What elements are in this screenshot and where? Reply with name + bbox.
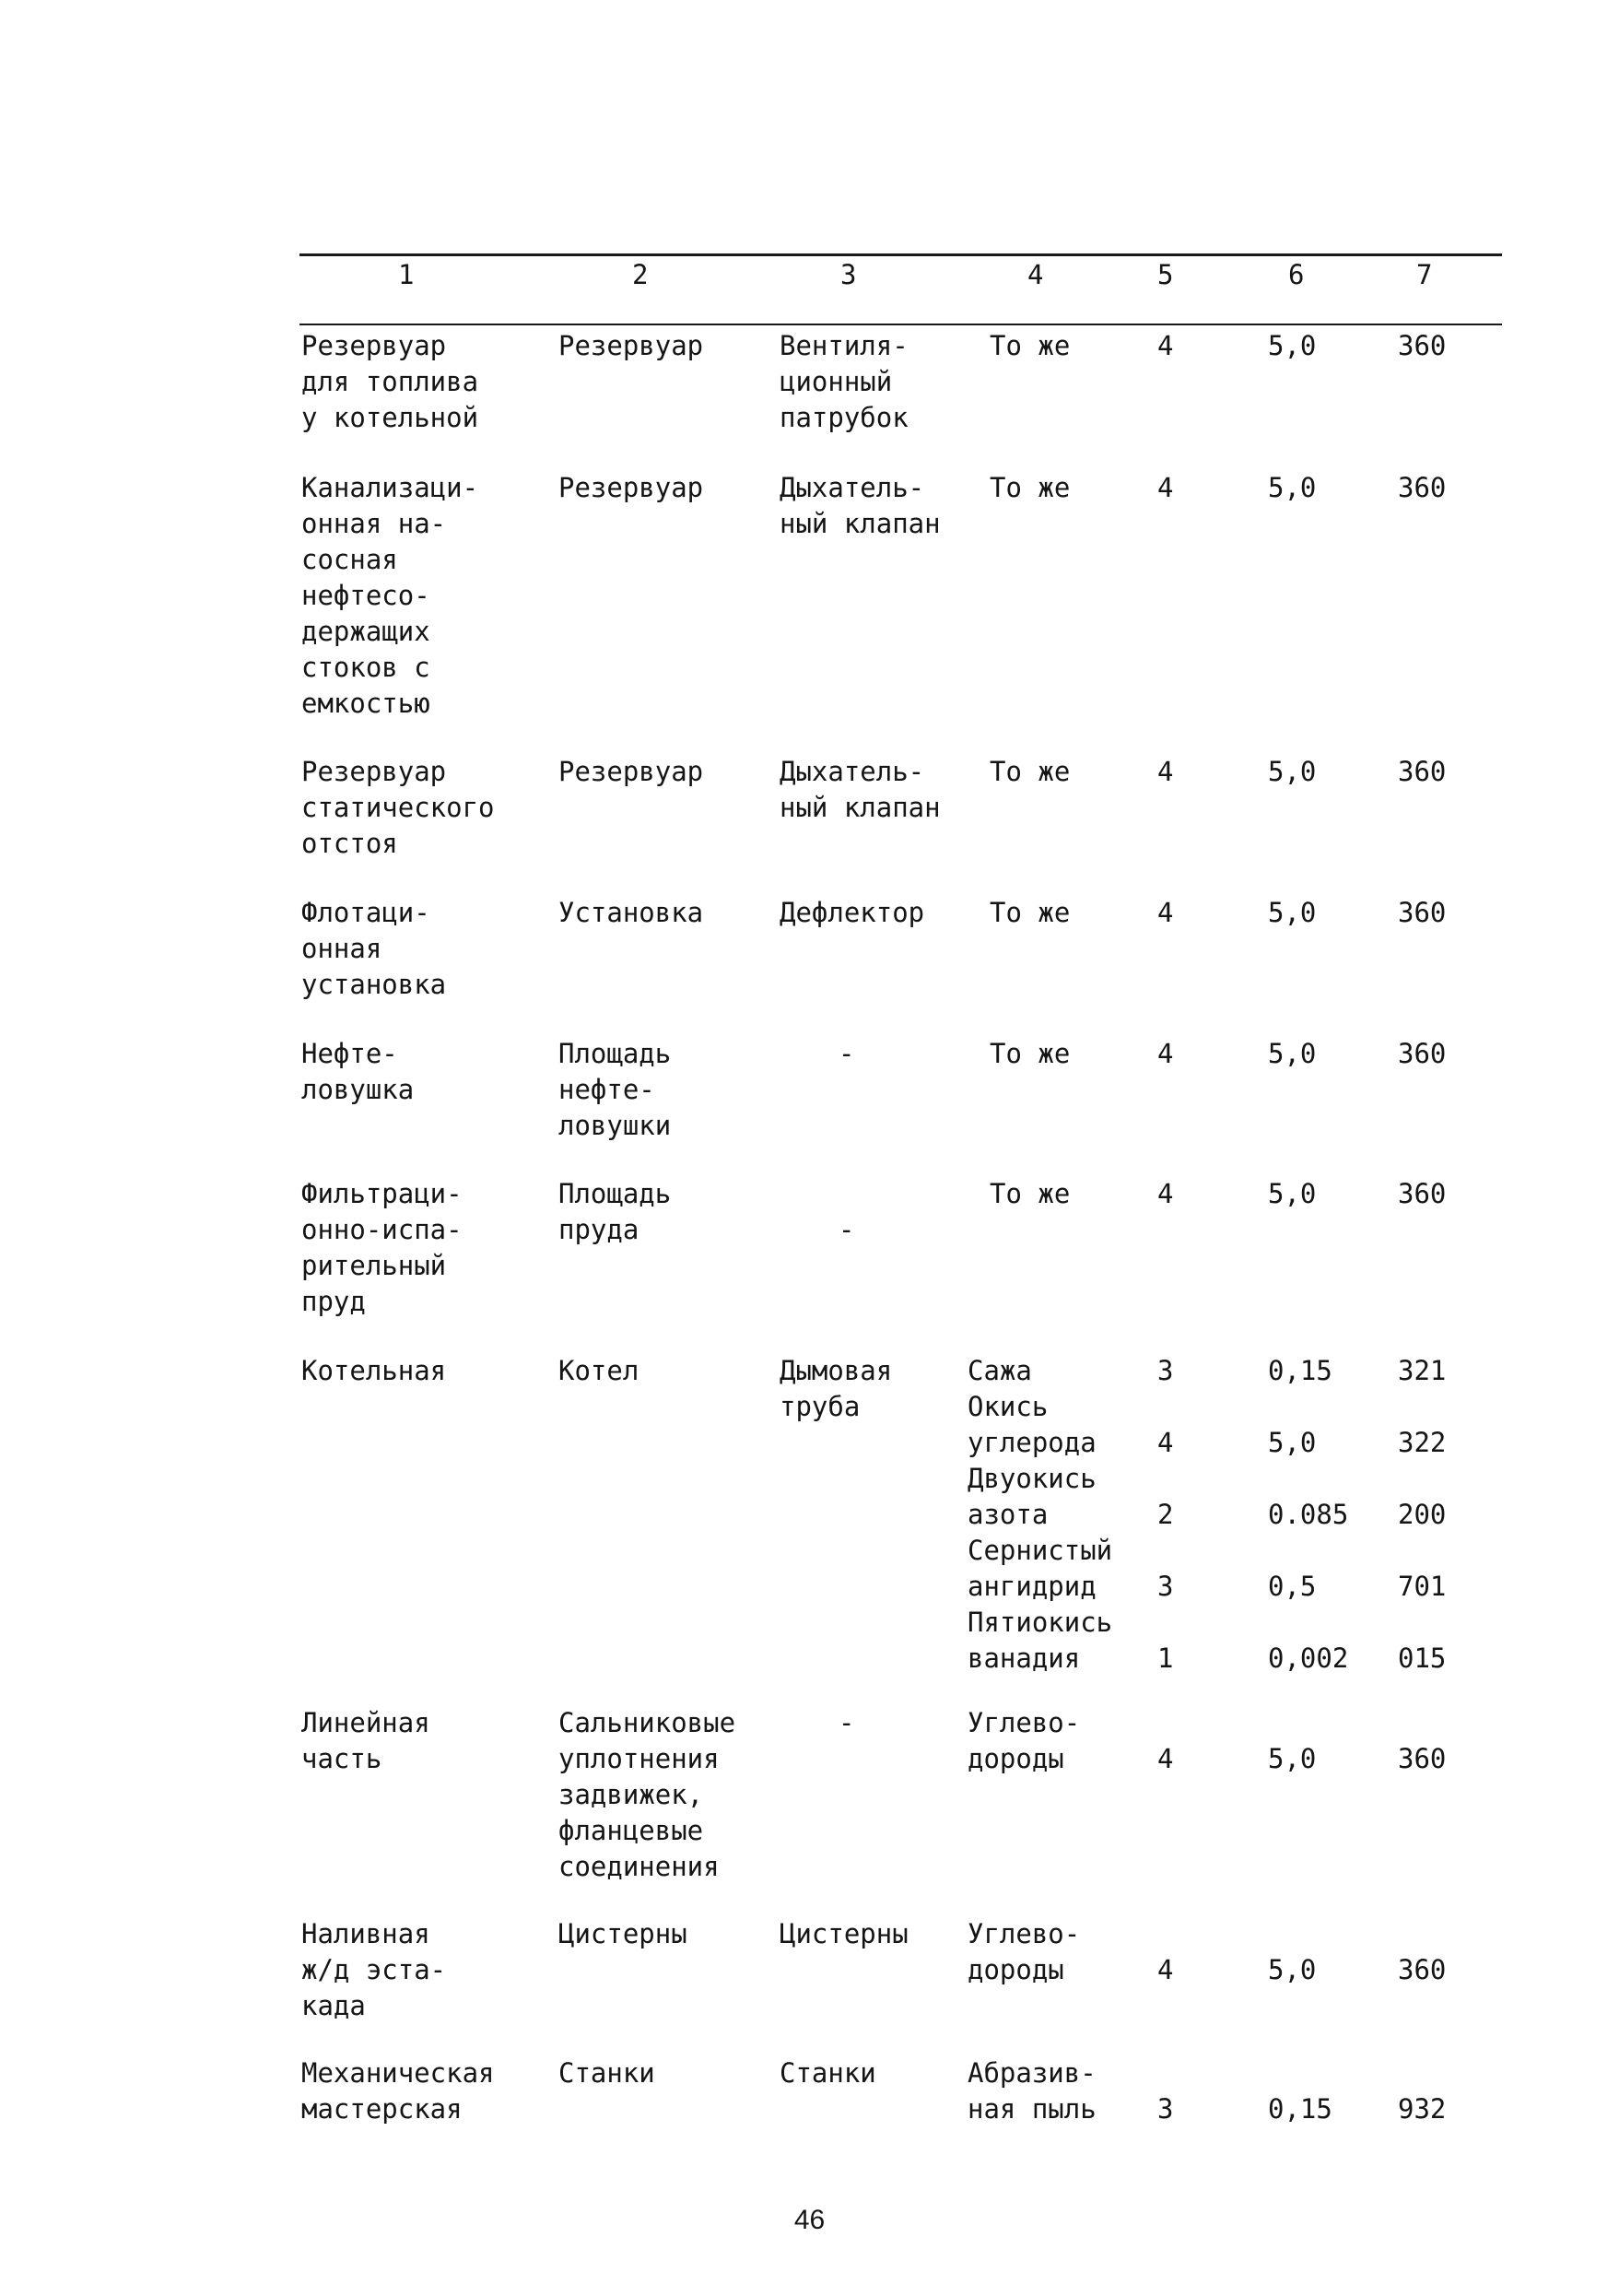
table-cell: 5,0 bbox=[1268, 897, 1317, 928]
header-col-2: 2 bbox=[632, 259, 649, 290]
table-cell: 932 bbox=[1398, 2093, 1447, 2125]
table-cell: Дыхатель- ный клапан bbox=[780, 756, 941, 823]
page-number: 46 bbox=[793, 2205, 826, 2235]
table-cell: 5,0 bbox=[1268, 330, 1317, 361]
table-cell: Вентиля- ционный патрубок bbox=[780, 330, 909, 433]
table-cell: Цистерны bbox=[558, 1918, 687, 1949]
table-cell: - bbox=[839, 1038, 855, 1069]
table-cell: Котел bbox=[558, 1355, 639, 1386]
table-cell: Резервуар bbox=[558, 472, 704, 503]
table-cell: 360 bbox=[1398, 1954, 1447, 1985]
table-cell: 360 bbox=[1398, 330, 1447, 361]
table-cell: 4 bbox=[1157, 1178, 1174, 1209]
table-cell: Абразив- ная пыль bbox=[968, 2057, 1097, 2125]
table-cell: Углево- дороды bbox=[968, 1918, 1081, 1985]
table-cell: Нефте- ловушка bbox=[301, 1038, 415, 1105]
table-cell: Площадь нефте- ловушки bbox=[558, 1038, 672, 1141]
header-col-5: 5 bbox=[1157, 259, 1174, 290]
table-cell: 4 bbox=[1157, 472, 1174, 503]
table-cell: 3 bbox=[1157, 2093, 1174, 2125]
header-col-1: 1 bbox=[398, 259, 415, 290]
header-col-4: 4 bbox=[1027, 259, 1044, 290]
table-cell: 360 bbox=[1398, 1743, 1447, 1774]
table-cell: Фильтраци- онно-испа- рительный пруд bbox=[301, 1178, 463, 1317]
table-cell: То же bbox=[990, 330, 1071, 361]
table-cell: Дыхатель- ный клапан bbox=[780, 472, 941, 539]
table-cell: Резервуар для топлива у котельной bbox=[301, 330, 479, 433]
table-cell: Наливная ж/д эста- када bbox=[301, 1918, 447, 2021]
table-cell: То же bbox=[990, 1178, 1071, 1209]
table-cell: 4 bbox=[1157, 756, 1174, 787]
table-cell: 0,15 5,0 0.085 0,5 0,002 bbox=[1268, 1355, 1349, 1674]
table-cell: Резервуар статического отстоя bbox=[301, 756, 495, 859]
table-cell: То же bbox=[990, 897, 1071, 928]
table-cell: Канализаци- онная на- сосная нефтесо- держащих стоков с емкостью bbox=[301, 472, 479, 719]
table-cell: Сальниковые уплотнения задвижек, фланцевые соединения bbox=[558, 1707, 736, 1882]
table-cell: То же bbox=[990, 1038, 1071, 1069]
table-cell: 321 322 200 701 015 bbox=[1398, 1355, 1447, 1674]
header-col-7: 7 bbox=[1416, 259, 1433, 290]
table-cell: Углево- дороды bbox=[968, 1707, 1081, 1774]
table-cell: 360 bbox=[1398, 472, 1447, 503]
table-cell: Площадь пруда bbox=[558, 1178, 672, 1245]
table-cell: Резервуар bbox=[558, 756, 704, 787]
table-cell: 5,0 bbox=[1268, 1038, 1317, 1069]
table-cell: 5,0 bbox=[1268, 1954, 1317, 1985]
table-cell: 360 bbox=[1398, 1038, 1447, 1069]
table-cell: Механическая мастерская bbox=[301, 2057, 495, 2125]
table-cell: Резервуар bbox=[558, 330, 704, 361]
table-cell: Котельная bbox=[301, 1355, 447, 1386]
table-cell: То же bbox=[990, 472, 1071, 503]
table-cell: 360 bbox=[1398, 1178, 1447, 1209]
table-cell: 3 4 2 3 1 bbox=[1157, 1355, 1174, 1674]
table-cell: Дымовая труба bbox=[780, 1355, 893, 1422]
table-cell: 5,0 bbox=[1268, 1743, 1317, 1774]
table-cell: 4 bbox=[1157, 1038, 1174, 1069]
table-cell: Линейная часть bbox=[301, 1707, 430, 1774]
table-cell: 5,0 bbox=[1268, 1178, 1317, 1209]
table-cell: Дефлектор bbox=[780, 897, 925, 928]
table-cell: 4 bbox=[1157, 897, 1174, 928]
table-cell: - bbox=[839, 1707, 855, 1738]
table-cell: Установка bbox=[558, 897, 704, 928]
table-cell: 5,0 bbox=[1268, 756, 1317, 787]
table-cell: Сажа Окись углерода Двуокись азота Сернистый ангидрид Пятиокись ванадия bbox=[968, 1355, 1113, 1674]
table-cell: 5,0 bbox=[1268, 472, 1317, 503]
table-cell: - bbox=[839, 1214, 855, 1245]
table-cell: Станки bbox=[558, 2057, 655, 2089]
table-cell: Флотаци- онная установка bbox=[301, 897, 447, 1000]
table-cell: 0,15 bbox=[1268, 2093, 1332, 2125]
table-cell: То же bbox=[990, 756, 1071, 787]
table-cell: 360 bbox=[1398, 897, 1447, 928]
table-cell: Станки bbox=[780, 2057, 876, 2089]
table-cell: 4 bbox=[1157, 1954, 1174, 1985]
table-cell: Цистерны bbox=[780, 1918, 909, 1949]
header-col-3: 3 bbox=[840, 259, 857, 290]
header-col-6: 6 bbox=[1288, 259, 1305, 290]
table-cell: 360 bbox=[1398, 756, 1447, 787]
table-cell: 4 bbox=[1157, 1743, 1174, 1774]
table-cell: 4 bbox=[1157, 330, 1174, 361]
table-top-rule bbox=[299, 253, 1502, 256]
table-header-rule bbox=[299, 324, 1502, 325]
